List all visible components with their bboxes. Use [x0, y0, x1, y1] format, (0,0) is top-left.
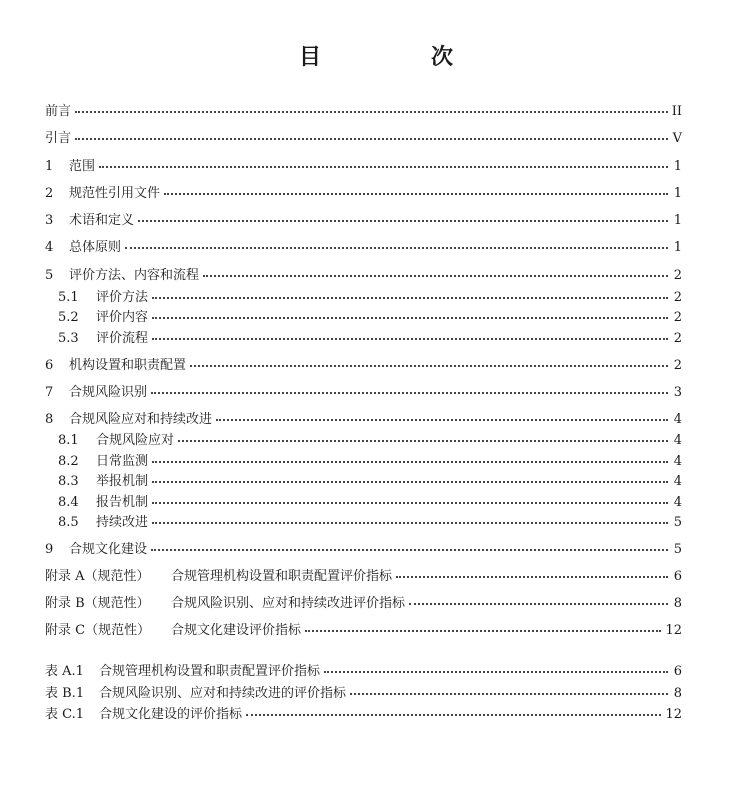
toc-entry[interactable] [45, 100, 682, 118]
toc-entry-label: 日常监测 [96, 454, 149, 469]
toc-entry-label: 合规风险应对和持续改进 [69, 412, 213, 427]
toc-entry-label: 合规文化建设 [69, 542, 148, 557]
toc-entry-label: 合规风险识别、应对和持续改进评价指标 [171, 596, 406, 611]
toc-subentry[interactable] [58, 286, 682, 304]
toc-entry-page: 1 [673, 213, 682, 228]
toc-entry-number: 8.3 [58, 474, 79, 489]
toc-entry-page: 2 [673, 358, 682, 373]
toc-entry-label: 合规文化建设的评价指标 [99, 707, 243, 722]
dot-leader [152, 338, 668, 340]
toc-subentry[interactable] [58, 470, 682, 488]
toc-entry-number: 8.5 [58, 515, 79, 530]
dot-leader [151, 549, 668, 551]
toc-entry-page: 12 [665, 623, 682, 638]
toc-entry-page: 12 [665, 707, 682, 722]
toc-entry[interactable] [45, 381, 682, 399]
toc-entry-number: 5.3 [58, 331, 79, 346]
toc-entry[interactable] [45, 264, 682, 282]
dot-leader [138, 220, 668, 222]
toc-entry-label: 评价方法、内容和流程 [69, 268, 200, 283]
toc-entry-number: 5.2 [58, 310, 79, 325]
dot-leader [152, 461, 668, 463]
toc-entry-number: 9 [45, 542, 54, 557]
toc-entry-label: 前言 [45, 104, 72, 119]
toc-entry-number: 4 [45, 240, 54, 255]
toc-entry-label: 评价流程 [96, 331, 149, 346]
dot-leader [75, 111, 668, 113]
toc-entry[interactable] [45, 354, 682, 372]
toc-entry-number: 8.2 [58, 454, 79, 469]
toc-table-entry[interactable] [45, 703, 682, 721]
toc-entry-label: 报告机制 [96, 495, 149, 510]
toc-entry-label: 评价内容 [96, 310, 149, 325]
toc-entry-label: 合规管理机构设置和职责配置评价指标 [99, 664, 321, 679]
toc-entry-page: 4 [673, 474, 682, 489]
dot-leader [164, 193, 668, 195]
toc-appendix-entry[interactable] [45, 619, 682, 637]
dot-leader [152, 297, 668, 299]
dot-leader [203, 275, 668, 277]
toc-entry-page: 1 [673, 186, 682, 201]
toc-entry-page: 5 [673, 515, 682, 530]
toc-table-entry[interactable] [45, 682, 682, 700]
dot-leader [151, 392, 668, 394]
dot-leader [350, 693, 668, 695]
dot-leader [305, 630, 661, 632]
toc-entry-number: 8.4 [58, 495, 79, 510]
toc-entry-number: 表 B.1 [45, 686, 85, 701]
toc-entry-page: 4 [673, 454, 682, 469]
toc-entry-label: 合规文化建设评价指标 [171, 623, 302, 638]
toc-entry[interactable] [45, 209, 682, 227]
toc-entry-number: 1 [45, 159, 54, 174]
toc-appendix-entry[interactable] [45, 592, 682, 610]
toc-entry-label: 规范性引用文件 [69, 186, 161, 201]
toc-entry-label: 引言 [45, 131, 72, 146]
toc-entry-number: 8 [45, 412, 54, 427]
toc-subentry[interactable] [58, 491, 682, 509]
toc-entry-page: 4 [673, 495, 682, 510]
toc-entry[interactable] [45, 538, 682, 556]
toc-entry-page: 2 [673, 310, 682, 325]
dot-leader [125, 247, 668, 249]
toc-entry-page: 4 [673, 412, 682, 427]
dot-leader [152, 502, 668, 504]
toc-entry-number: 5.1 [58, 290, 79, 305]
dot-leader [396, 576, 668, 578]
toc-subentry[interactable] [58, 450, 682, 468]
dot-leader [216, 419, 668, 421]
toc-entry-number: 6 [45, 358, 54, 373]
toc-entry-number: 表 C.1 [45, 707, 85, 722]
toc-entry-number: 3 [45, 213, 54, 228]
toc-entry-page: 2 [673, 331, 682, 346]
toc-entry-label: 举报机制 [96, 474, 149, 489]
page-title: 目 次 [298, 45, 497, 70]
toc-entry-label: 合规管理机构设置和职责配置评价指标 [171, 569, 393, 584]
dot-leader [190, 365, 668, 367]
toc-entry-page: 4 [673, 433, 682, 448]
toc-entry-label: 合规风险识别、应对和持续改进的评价指标 [99, 686, 347, 701]
dot-leader [152, 522, 668, 524]
toc-entry-number: 5 [45, 268, 54, 283]
toc-appendix-entry[interactable] [45, 565, 682, 583]
toc-subentry[interactable] [58, 511, 682, 529]
toc-subentry[interactable] [58, 429, 682, 447]
dot-leader [178, 440, 668, 442]
toc-subentry[interactable] [58, 306, 682, 324]
toc-entry-page: 3 [673, 385, 682, 400]
toc-entry[interactable] [45, 127, 682, 145]
toc-entry-page: 2 [673, 290, 682, 305]
toc-entry-label: 合规风险识别 [69, 385, 148, 400]
toc-entry[interactable] [45, 155, 682, 173]
toc-entry-label: 总体原则 [69, 240, 122, 255]
toc-entry-number: 附录 B（规范性） [45, 596, 150, 611]
toc-subentry[interactable] [58, 327, 682, 345]
toc-entry[interactable] [45, 182, 682, 200]
toc-entry-page: II [671, 104, 682, 119]
toc-entry-number: 8.1 [58, 433, 79, 448]
toc-entry-label: 持续改进 [96, 515, 149, 530]
toc-entry-number: 7 [45, 385, 54, 400]
toc-entry-page: V [672, 131, 682, 146]
toc-entry-number: 附录 C（规范性） [45, 623, 151, 638]
dot-leader [75, 138, 668, 140]
toc-entry-page: 8 [673, 596, 682, 611]
toc-entry-number: 附录 A（规范性） [45, 569, 150, 584]
dot-leader [409, 603, 668, 605]
toc-entry-label: 机构设置和职责配置 [69, 358, 187, 373]
dot-leader [152, 481, 668, 483]
toc-table-entry[interactable] [45, 660, 682, 678]
toc-entry-label: 合规风险应对 [96, 433, 175, 448]
toc-entry-page: 1 [673, 240, 682, 255]
dot-leader [152, 317, 668, 319]
toc-entry-page: 6 [673, 664, 682, 679]
dot-leader [246, 714, 661, 716]
dot-leader [324, 671, 668, 673]
toc-entry-number: 2 [45, 186, 54, 201]
toc-entry-page: 5 [673, 542, 682, 557]
toc-entry-label: 评价方法 [96, 290, 149, 305]
toc-entry[interactable] [45, 408, 682, 426]
toc-entry-page: 8 [673, 686, 682, 701]
toc-entry-page: 1 [673, 159, 682, 174]
toc-entry-page: 2 [673, 268, 682, 283]
toc-entry-number: 表 A.1 [45, 664, 84, 679]
toc-entry[interactable] [45, 236, 682, 254]
dot-leader [99, 166, 668, 168]
toc-entry-page: 6 [673, 569, 682, 584]
toc-entry-label: 范围 [69, 159, 96, 174]
toc-entry-label: 术语和定义 [69, 213, 135, 228]
